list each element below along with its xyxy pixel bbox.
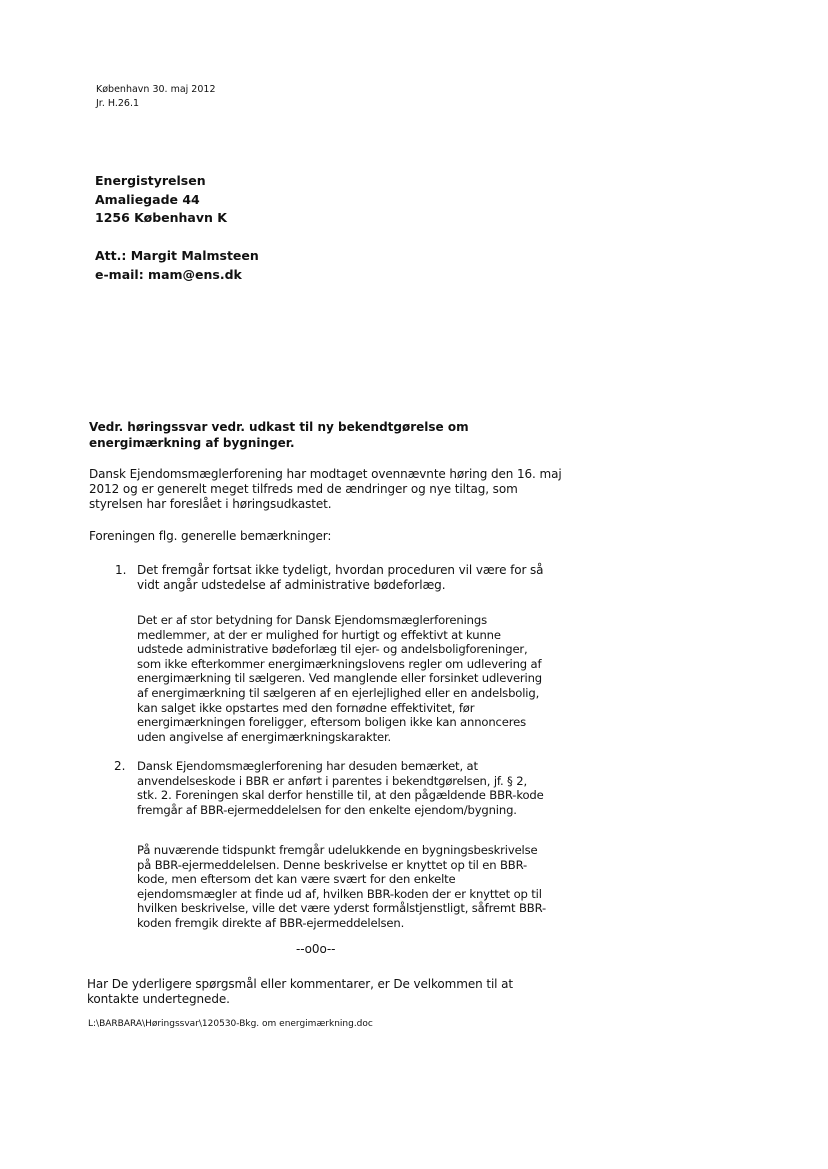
text-line: uden angivelse af energimærkningskarakter. (137, 729, 392, 744)
email: e-mail: mam@ens.dk (95, 266, 242, 282)
item-2-paragraph (137, 843, 546, 931)
text-line: kontakte undertegnede. (87, 992, 230, 1006)
text-line: Det fremgår fortsat ikke tydeligt, hvordan proceduren vil være for så (137, 563, 544, 577)
text-line: udstede administrative bødeforlæg til ejer- og andelsboligforeninger, (137, 642, 528, 657)
item-2 (137, 759, 544, 817)
text-line: på BBR-ejermeddelelsen. Denne beskrivelse er knyttet op til en BBR- (137, 857, 528, 872)
closing-paragraph (87, 977, 513, 1007)
separator (296, 942, 335, 957)
recipient-attention (95, 247, 259, 284)
item-number: 1. (115, 563, 127, 577)
recipient-street: Amaliegade 44 (95, 191, 200, 207)
file-path-footer (88, 1019, 373, 1029)
file-path: L:\BARBARA\Høringssvar\120530-Bkg. om energimærkning.doc (88, 1019, 373, 1029)
text-line: stk. 2. Foreningen skal derfor henstille til, at den pågældende BBR-kode (137, 788, 544, 803)
text-line: kode, men eftersom det kan være svært for den enkelte (137, 872, 456, 887)
text-line: Foreningen flg. generelle bemærkninger: (89, 529, 332, 543)
text-line: medlemmer, at der er mulighed for hurtigt og effektivt at kunne (137, 627, 501, 642)
subject (89, 419, 469, 451)
item-number: 2. (114, 759, 126, 773)
intro-paragraph (89, 467, 562, 512)
text-line: hvilken beskrivelse, ville det være yderst formålstjenstligt, såfremt BBR- (137, 901, 547, 916)
letter-header (96, 83, 215, 111)
reference-number: Jr. H.26.1 (96, 98, 140, 109)
text-line: energimærkning til sælgeren. Ved manglende eller forsinket udlevering (137, 671, 543, 686)
text-line: som ikke efterkommer energimærkningslovens regler om udlevering af (137, 656, 542, 671)
lead-text (89, 529, 331, 544)
text-line: 2012 og er generelt meget tilfreds med de ændringer og nye tiltag, som (89, 482, 518, 496)
text-line: Det er af stor betydning for Dansk Ejendomsmæglerforenings (137, 613, 487, 627)
item-1-paragraph (137, 613, 542, 744)
attention: Att.: Margit Malmsteen (95, 248, 259, 263)
text-line: fremgår af BBR-ejermeddelelsen for den enkelte ejendom/bygning. (137, 802, 517, 817)
text-line: Dansk Ejendomsmæglerforening har desuden bemærket, at (137, 759, 478, 773)
text-line: På nuværende tidspunkt fremgår udelukkende en bygningsbeskrivelse (137, 843, 538, 857)
text-line: energimærkningen foreligger, eftersom boligen ikke kan annonceres (137, 715, 526, 730)
subject-line: energimærkning af bygninger. (89, 436, 295, 450)
text-line: koden fremgik direkte af BBR-ejermeddelelsen. (137, 915, 405, 930)
text-line: styrelsen har foreslået i høringsudkastet. (89, 497, 332, 511)
subject-line: Vedr. høringssvar vedr. udkast til ny bekendtgørelse om (89, 420, 469, 434)
recipient-address (95, 172, 227, 228)
text-line: af energimærkning til sælgeren af en ejerlejlighed eller en andelsbolig, (137, 685, 540, 700)
text-line: Dansk Ejendomsmæglerforening har modtaget ovennævnte høring den 16. maj (89, 467, 562, 481)
text-line: vidt angår udstedelse af administrative bødeforlæg. (137, 578, 446, 592)
recipient-city: 1256 København K (95, 210, 227, 225)
date: København 30. maj 2012 (96, 84, 216, 95)
text-line: Har De yderligere spørgsmål eller kommentarer, er De velkommen til at (87, 977, 513, 991)
separator-text: --o0o-- (296, 942, 336, 956)
text-line: anvendelseskode i BBR er anført i parentes i bekendtgørelsen, jf. § 2, (137, 773, 527, 788)
text-line: kan salget ikke opstartes med den fornødne effektivitet, før (137, 700, 475, 715)
text-line: ejendomsmægler at finde ud af, hvilken BBR-koden der er knyttet op til (137, 886, 542, 901)
item-1 (137, 563, 543, 593)
recipient-name: Energistyrelsen (95, 173, 206, 188)
